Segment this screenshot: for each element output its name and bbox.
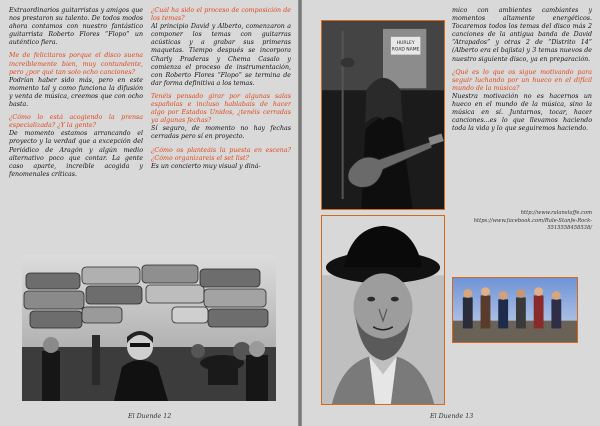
band-junkyard-photo [22,255,276,401]
left-folio: El Duende 12 [128,413,172,420]
interview-answer: Extraordinarios guitarristas y amigos que nos prestaron su talento. De todos modos ahora contamos con nuestro fantástico guitarrista Roberto Flores “Flopo” un auténtico fiera. [9,7,143,47]
interview-answer: De momento estamos arrancando el proyecto y la verdad que a excepción del Periódico de Aragón y algún medio alternativo poco que contar. La gente caso aparte, increíble acogida y fenomenales críticas. [9,130,143,178]
interview-answer: mico con ambientes cambiantes y momentos altamente energéticos. Tocaremos todos los temas del disco más 2 canciones de la antigua banda de David “Atrapados” y otras 2 de “Distrito 14” (Alberto era el bajista) y 3 temas nuevos de nuestro siguiente disco, ya en preparación. [452,7,592,63]
right-folio: El Duende 13 [430,413,474,420]
interview-answer: Al principio David y Alberto, comenzaron a componer los temas con guitarras acústicas y a grabar sus primeras maquetas. Tiempo después se incorpora Charly Praderas y Chema Casalo y comienza el proceso de instrumentación, con Roberto Flores “Flopo” se termina de dar forma definitiva a los temas. [151,23,291,87]
left-text-column-2 [151,7,291,253]
website-link[interactable]: http://www.ralanstaffe.com [520,210,592,216]
portrait-photo [321,215,445,405]
right-page [302,0,600,426]
interview-answer: Es un concierto muy visual y diná- [151,162,261,170]
interview-question: Me de felicitaros porque el disco suena increíblemente bien, muy contundente, pero ¿por qué tan solo ocho canciones? [9,52,143,76]
bassist-photo [321,20,445,210]
facebook-link[interactable]: https://www.facebook.com/Rale-Stanfe-Rock-5515558458538/ [473,217,592,231]
left-text-column-1 [9,7,143,253]
photo-sign-line-2: ROAD NAME [391,47,420,53]
interview-question: ¿Cómo os planteáis la puesta en escena? ¿Cómo organizareis el set list? [151,146,291,162]
band-color-photo [452,277,578,343]
right-text-column [452,7,592,167]
web-links [452,210,592,233]
interview-answer: Nuestra motivación no es hacernos un hueco en el mundo de la música, sino la música en sí. Juntarnos, tocar, hacer canciones...es lo que llevamos haciendo toda la vida y lo que seguiremos haciendo. [452,92,592,133]
interview-question: ¿Cómo lo está acogiendo la prensa especializada? ¿Y la gente? [9,114,143,130]
interview-question: ¿Qué es lo que os sigue motivando para seguir luchando por un hueco en el difícil mundo de la música? [452,68,592,92]
left-page [0,0,298,426]
photo-sign-line-1: HURLEY [396,41,415,47]
interview-answer: Sí seguro, de momento no hay fechas cerradas pero sí en proyecto. [151,125,291,141]
interview-question: Tenéis pensado girar por algunas salas españolas e incluso hablabais de hacer algo por Estados Unidos, ¿tenéis cerradas ya algunas fechas? [151,92,291,125]
interview-answer: Podrían haber sido más, pero en este momento tal y como funciona la difusión y venta de música, creemos que con ocho basta. [9,76,143,109]
interview-question: ¿Cuál ha sido el proceso de composición de los temas? [151,7,291,23]
